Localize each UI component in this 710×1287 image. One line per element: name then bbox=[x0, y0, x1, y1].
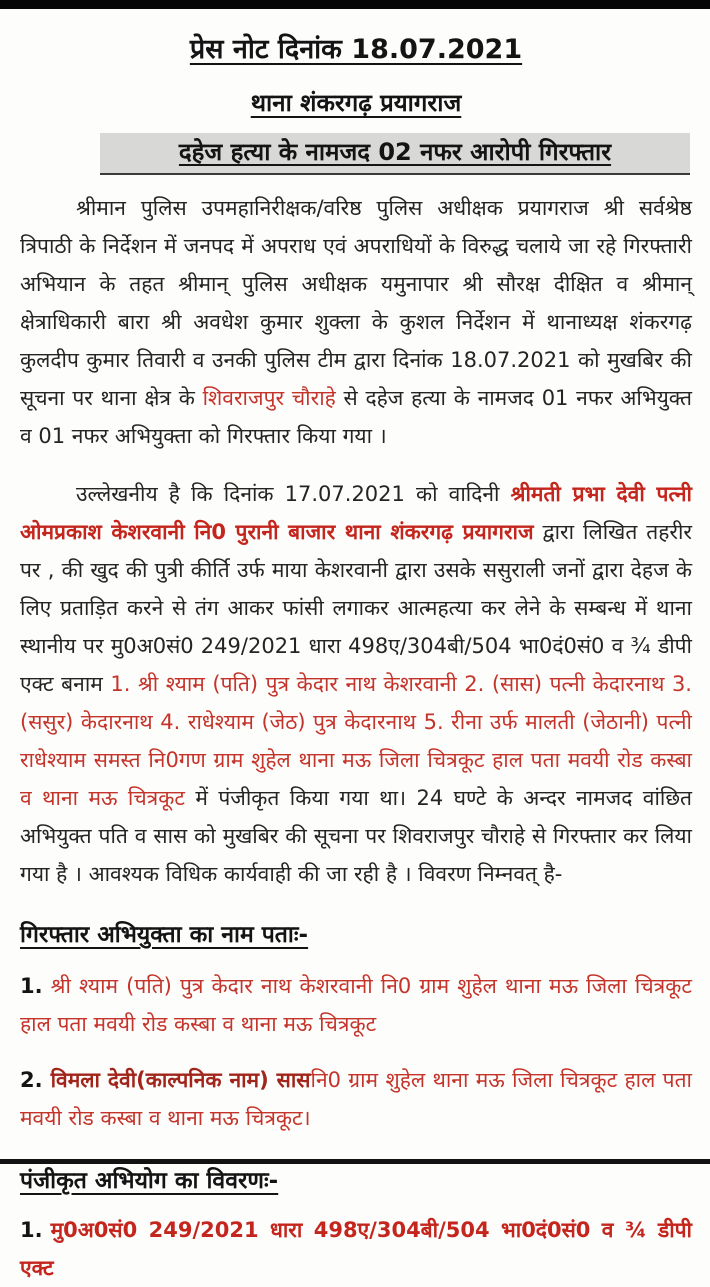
press-note-title bbox=[20, 29, 692, 66]
arrested-item-2-number: 2. bbox=[20, 1068, 43, 1092]
arrest-location-highlight: शिवराजपुर चौराहे bbox=[202, 386, 336, 410]
details-paragraph bbox=[20, 475, 692, 893]
intro-paragraph-segment: से दहेज हत्या के नामजद 01 नफर अभियुक्त व 01 नफर अभियुक्ता को गिरफ्तार किया गया । bbox=[20, 386, 692, 448]
accused-list-highlight: 1. श्री श्याम (पति) पुत्र केदार नाथ केशरवानी 2. (सास) पत्नी केदारनाथ 3. (ससुर) केदारनाथ 4. राधेश्याम (जेठ) पुत्र केदारनाथ 5. रीना उर्फ मालती (जेठानी) पत्नी राधेश्याम समस्त नि0गण ग्राम शुहेल थाना मऊ जिला चित्रकूट हाल पता मवयी रोड कस्बा व थाना मऊ चित्रकूट bbox=[20, 672, 692, 810]
case-section-heading: पंजीकृत अभियोग का विवरणः- bbox=[20, 1168, 279, 1194]
intro-paragraph-segment: श्रीमान पुलिस उपमहानिरीक्षक/वरिष्ठ पुलिस अधीक्षक प्रयागराज श्री सर्वश्रेष्ठ त्रिपाठी के निर्देशन में जनपद में अपराध एवं अपराधियों के विरुद्ध चलाये जा रहे गिरफ्तारी अभियान के तहत श्रीमान् पुलिस अधीक्षक यमुनापार श्री सौरक्ष दीक्षित व श्रीमान् क्षेत्राधिकारी बारा श्री अवधेश कुमार शुक्ला के कुशल निर्देशन में थानाध्यक्ष शंकरगढ़ कुलदीप कुमार तिवारी व उनकी पुलिस टीम द्वारा दिनांक 18.07.2021 को मुखबिर की सूचना पर थाना क्षेत्र के bbox=[20, 196, 692, 410]
headline-banner-text: दहेज हत्या के नामजद 02 नफर आरोपी गिरफ्तार bbox=[178, 138, 612, 166]
case-item-1 bbox=[20, 1211, 692, 1287]
case-item-1-text: मु0अ0सं0 249/2021 धारा 498ए/304बी/504 भा0दं0सं0 व ¾ डीपी एक्ट bbox=[20, 1218, 692, 1280]
arrested-item-1 bbox=[20, 967, 692, 1043]
headline-banner bbox=[100, 133, 690, 175]
arrested-section-heading: गिरफ्तार अभियुक्ता का नाम पताः- bbox=[20, 922, 309, 948]
arrested-item-2 bbox=[20, 1061, 692, 1137]
arrested-item-2-address: नि0 ग्राम शुहेल थाना मऊ जिला चित्रकूट हाल पता मवयी रोड कस्बा व थाना मऊ चित्रकूट। bbox=[20, 1068, 692, 1130]
arrested-item-2-name: विमला देवी(काल्पनिक नाम) सास bbox=[50, 1068, 311, 1092]
intro-paragraph bbox=[20, 189, 692, 455]
bottom-rule bbox=[0, 1159, 710, 1164]
station-title-text: थाना शंकरगढ़ प्रयागराज bbox=[250, 89, 462, 117]
station-title bbox=[20, 86, 692, 119]
complainant-name-highlight: श्रीमती प्रभा देवी पत्नी ओमप्रकाश केशरवानी नि0 पुरानी बाजार थाना शंकरगढ़ प्रयागराज bbox=[20, 482, 692, 544]
top-edge-bar bbox=[0, 0, 710, 9]
details-paragraph-segment: उल्लेखनीय है कि दिनांक 17.07.2021 को वादिनी bbox=[76, 482, 511, 506]
case-item-1-number: 1. bbox=[20, 1218, 43, 1242]
details-paragraph-segment: में पंजीकृत किया गया था। 24 घण्टे के अन्दर नामजद वांछित अभियुक्त पति व सास को मुखबिर की सूचना पर शिवराजपुर चौराहे से गिरफ्तार कर लिया गया है । आवश्यक विधिक कार्यवाही की जा रही है । विवरण निम्नवत् है- bbox=[20, 786, 693, 886]
arrested-item-1-text: श्री श्याम (पति) पुत्र केदार नाथ केशरवानी नि0 ग्राम शुहेल थाना मऊ जिला चित्रकूट हाल पता मवयी रोड कस्बा व थाना मऊ चित्रकूट bbox=[20, 974, 692, 1036]
arrested-item-1-number: 1. bbox=[20, 974, 43, 998]
press-note-page bbox=[0, 9, 710, 1287]
press-note-title-text: प्रेस नोट दिनांक 18.07.2021 bbox=[189, 34, 523, 65]
details-paragraph-segment: द्वारा लिखित तहरीर पर , की खुद की पुत्री कीर्ति उर्फ माया केशरवानी द्वारा उसके ससुराली जनों द्वारा देहज के लिए प्रताड़ित करने से तंग आकर फांसी लगाकर आत्महत्या कर लेने के सम्बन्ध में थाना स्थानीय पर मु0अ0सं0 249/2021 धारा 498ए/304बी/504 भा0दं0सं0 व ¾ डीपी एक्ट बनाम bbox=[20, 520, 692, 696]
